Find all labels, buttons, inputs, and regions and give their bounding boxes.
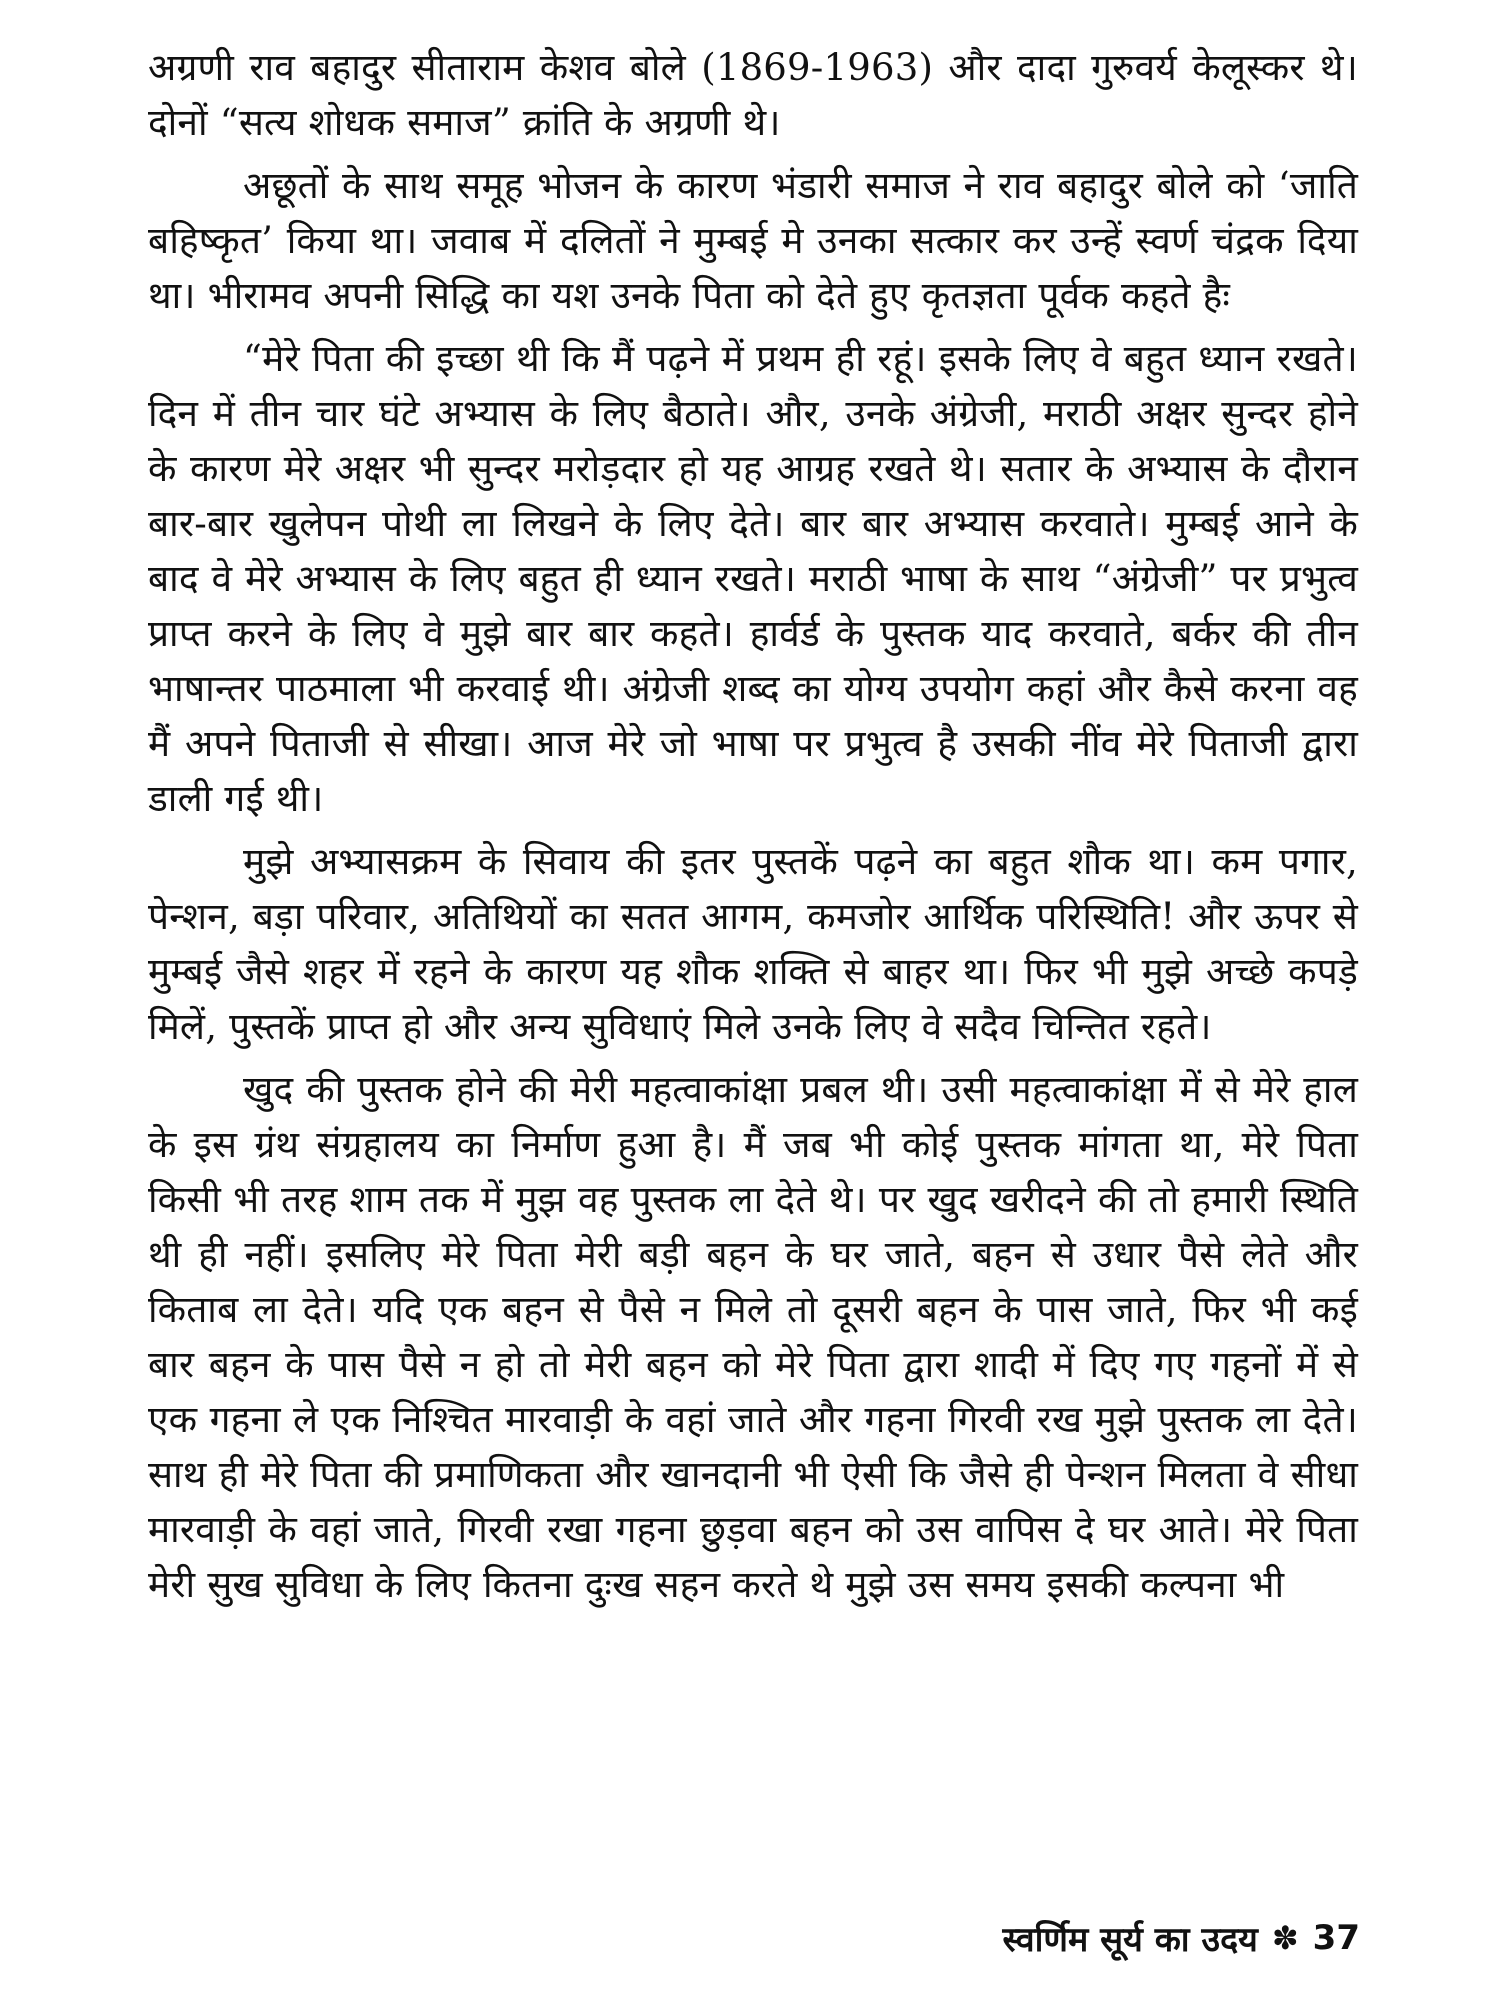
- flower-ornament-icon: ✽: [1271, 1919, 1299, 1957]
- paragraph-3: “मेरे पिता की इच्छा थी कि मैं पढ़ने में प्रथम ही रहूं। इसके लिए वे बहुत ध्यान रखते। दिन में तीन चार घंटे अभ्यास के लिए बैठाते। और, उनके अंग्रेजी, मराठी अक्षर सुन्दर होने के कारण मेरे अक्षर भी सुन्दर मरोड़दार हो यह आग्रह रखते थे। सतार के अभ्यास के दौरान बार-बार खुलेपन पोथी ला लिखने के लिए देते। बार बार अभ्यास करवाते। मुम्बई आने के बाद वे मेरे अभ्यास के लिए बहुत ही ध्यान रखते। मराठी भाषा के साथ “अंग्रेजी” पर प्रभुत्व प्राप्त करने के लिए वे मुझे बार बार कहते। हार्वर्ड के पुस्तक याद करवाते, बर्कर की तीन भाषान्तर पाठमाला भी करवाई थी। अंग्रेजी शब्द का योग्य उपयोग कहां और कैसे करना वह मैं अपने पिताजी से सीखा। आज मेरे जो भाषा पर प्रभुत्व है उसकी नींव मेरे पिताजी द्वारा डाली गई थी।: [148, 337, 1358, 820]
- running-title: स्वर्णिम सूर्य का उदय: [1002, 1920, 1258, 1960]
- book-page: [148, 40, 1358, 1920]
- paragraph-4: मुझे अभ्यासक्रम के सिवाय की इतर पुस्तकें पढ़ने का बहुत शौक था। कम पगार, पेन्शन, बड़ा परिवार, अतिथियों का सतत आगम, कमजोर आर्थिक परिस्थिति! और ऊपर से मुम्बई जैसे शहर में रहने के कारण यह शौक शक्ति से बाहर था। फिर भी मुझे अच्छे कपड़े मिलें, पुस्तकें प्राप्त हो और अन्य सुविधाएं मिले उनके लिए वे सदैव चिन्तित रहते।: [148, 840, 1358, 1048]
- page-footer: [1002, 1915, 1360, 1961]
- paragraph-2: अछूतों के साथ समूह भोजन के कारण भंडारी समाज ने राव बहादुर बोले को ‘जाति बहिष्कृत’ किया था। जवाब में दलितों ने मुम्बई मे उनका सत्कार कर उन्हें स्वर्ण चंद्रक दिया था। भीरामव अपनी सिद्धि का यश उनके पिता को देते हुए कृतज्ञता पूर्वक कहते हैः: [148, 164, 1358, 317]
- paragraph-5: खुद की पुस्तक होने की मेरी महत्वाकांक्षा प्रबल थी। उसी महत्वाकांक्षा में से मेरे हाल के इस ग्रंथ संग्रहालय का निर्माण हुआ है। मैं जब भी कोई पुस्तक मांगता था, मेरे पिता किसी भी तरह शाम तक में मुझ वह पुस्तक ला देते थे। पर खुद खरीदने की तो हमारी स्थिति थी ही नहीं। इसलिए मेरे पिता मेरी बड़ी बहन के घर जाते, बहन से उधार पैसे लेते और किताब ला देते। यदि एक बहन से पैसे न मिले तो दूसरी बहन के पास जाते, फिर भी कई बार बहन के पास पैसे न हो तो मेरी बहन को मेरे पिता द्वारा शादी में दिए गए गहनों में से एक गहना ले एक निश्चित मारवाड़ी के वहां जाते और गहना गिरवी रख मुझे पुस्तक ला देते। साथ ही मेरे पिता की प्रमाणिकता और खानदानी भी ऐसी कि जैसे ही पेन्शन मिलता वे सीधा मारवाड़ी के वहां जाते, गिरवी रखा गहना छुड़वा बहन को उस वापिस दे घर आते। मेरे पिता मेरी सुख सुविधा के लिए कितना दुःख सहन करते थे मुझे उस समय इसकी कल्पना भी: [148, 1068, 1358, 1606]
- page-number: 37: [1312, 1918, 1360, 1958]
- paragraph-1: अग्रणी राव बहादुर सीताराम केशव बोले (1869-1963) और दादा गुरुवर्य केलूस्कर थे। दोनों “सत्य शोधक समाज” क्रांति के अग्रणी थे।: [148, 46, 1358, 144]
